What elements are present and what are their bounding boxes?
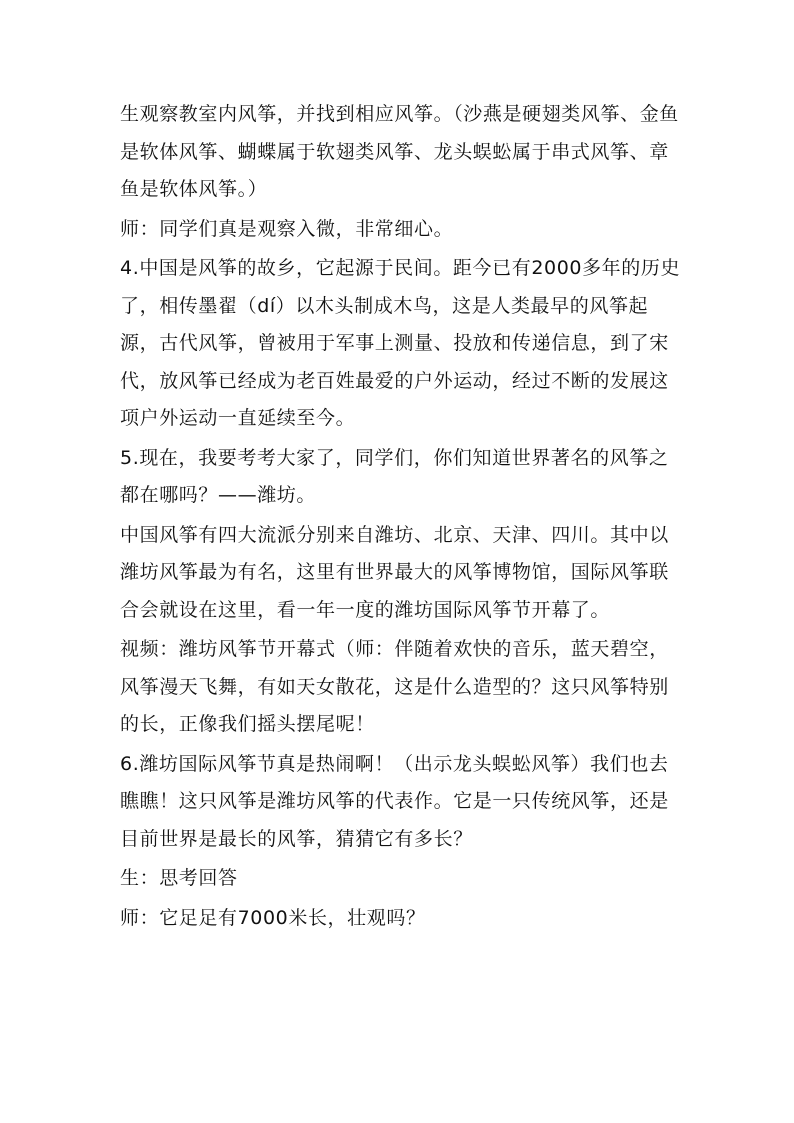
paragraph-8: 生：思考回答: [120, 867, 238, 889]
paragraph-9: 师：它足足有7000米长，壮观吗？: [120, 906, 426, 929]
paragraph-3: 4.中国是风筝的故乡，它起源于民间。距今已有2000多年的历史了，相传墨翟（dí）以木头制成木鸟，这是人类最早的风筝起源，古代风筝，曾被用于军事上测量、投放和传递信息，到了宋代，放风筝已经成为老百姓最爱的户外运动，经过不断的发展这项户外运动一直延续至今。: [120, 257, 681, 429]
paragraph-5: 中国风筝有四大流派分别来自潍坊、北京、天津、四川。其中以潍坊风筝最为有名，这里有世界最大的风筝博物馆，国际风筝联合会就设在这里，看一年一度的潍坊国际风筝节开幕了。: [120, 523, 669, 621]
paragraph-7: 6.潍坊国际风筝节真是热闹啊！（出示龙头蜈蚣风筝）我们也去瞧瞧！这只风筝是潍坊风筝的代表作。它是一只传统风筝，还是目前世界是最长的风筝，猜猜它有多长？: [120, 752, 669, 850]
paragraph-1: 生观察教室内风筝，并找到相应风筝。（沙燕是硬翅类风筝、金鱼是软体风筝、蝴蝶属于软翅类风筝、龙头蜈蚣属于串式风筝、章鱼是软体风筝。）: [120, 103, 679, 200]
paragraph-2: 师：同学们真是观察入微，非常细心。: [120, 217, 454, 240]
paragraph-6: 视频：潍坊风筝节开幕式（师：伴随着欢快的音乐，蓝天碧空，风筝漫天飞舞，有如天女散花，这是什么造型的？这只风筝特别的长，正像我们摇头摆尾呢！: [120, 638, 669, 735]
paragraph-4: 5.现在，我要考考大家了，同学们，你们知道世界著名的风筝之都在哪吗？——潍坊。: [120, 446, 669, 506]
